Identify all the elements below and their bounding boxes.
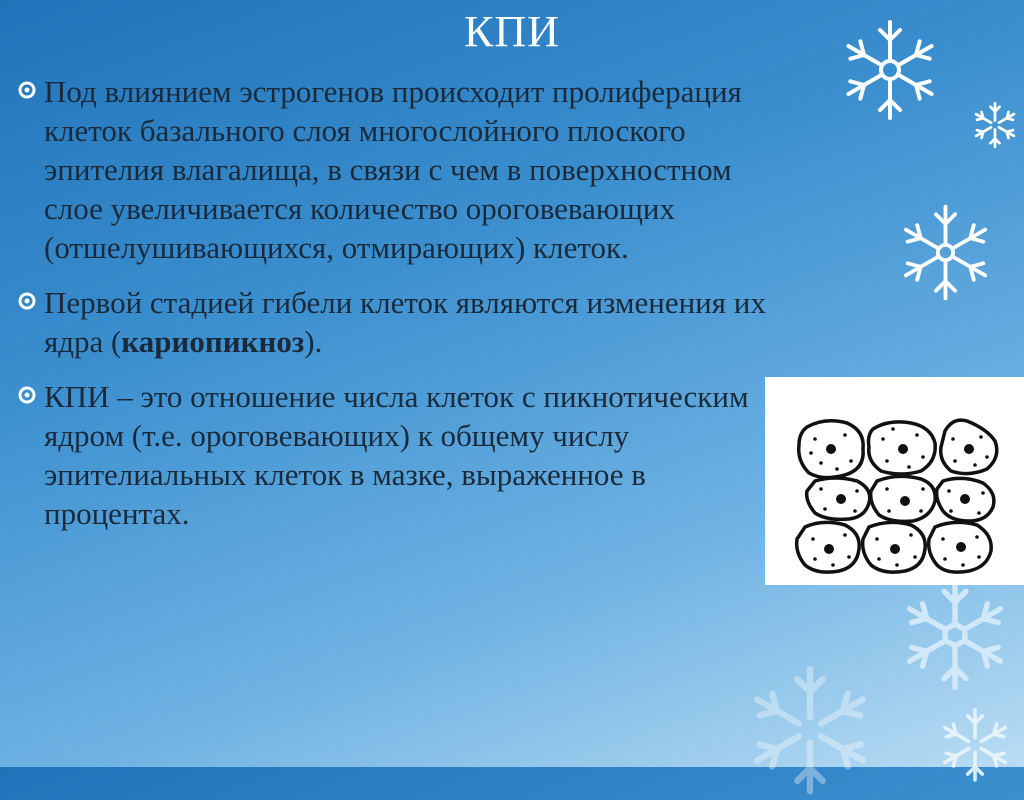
snowflake-icon — [935, 705, 1015, 785]
bullet-text: КПИ – это отношение числа клеток с пикнотическим ядром (т.е. ороговевающих) к общему числу эпителиальных клеток в мазке, выраженное в процентах. — [44, 379, 749, 531]
bullet-bold-term: кариопикноз — [121, 324, 305, 359]
bullet-item — [18, 283, 778, 361]
bullet-text: Первой стадией гибели клеток являются изменения их ядра ( — [44, 285, 766, 359]
bullet-text-end: ). — [304, 324, 323, 359]
bullet-ring-icon — [18, 292, 36, 310]
epithelial-cells-illustration — [765, 377, 1024, 585]
cells-drawing — [765, 377, 1024, 585]
bullet-item — [18, 377, 778, 533]
snowflake-icon — [740, 660, 880, 800]
slide-content — [18, 72, 778, 549]
slide-title: КПИ — [464, 7, 560, 56]
bullet-item — [18, 72, 778, 267]
snowflake-icon — [970, 100, 1020, 150]
snowflake-icon — [895, 575, 1015, 695]
bullet-text: Под влиянием эстрогенов происходит пролиферация клеток базального слоя многослойного плоского эпителия влагалища, в связи с чем в поверхностном слое увеличивается количество ороговевающих (отшелушивающихся, отмирающих) клеток. — [44, 74, 742, 265]
bullet-ring-icon — [18, 81, 36, 99]
bullet-ring-icon — [18, 386, 36, 404]
snowflake-icon — [893, 200, 998, 305]
